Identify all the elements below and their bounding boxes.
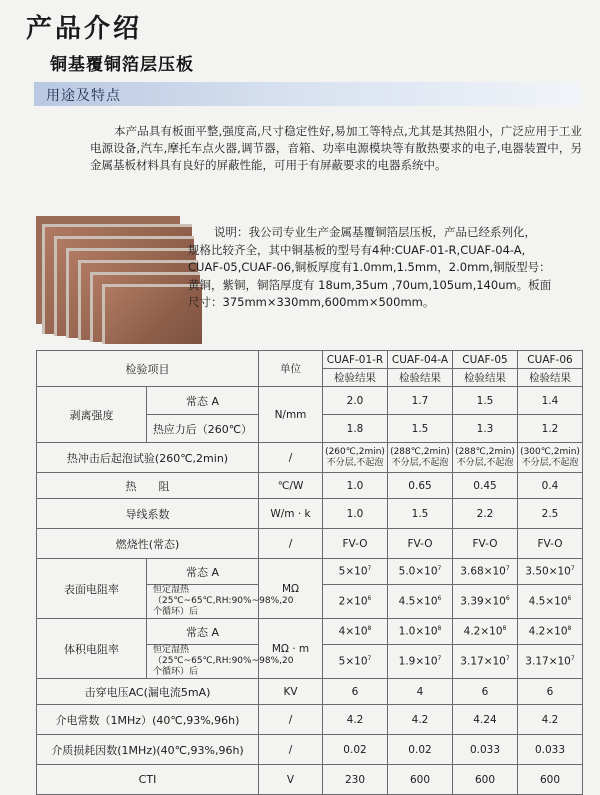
value-cell: 6 [453, 679, 518, 705]
table-row [37, 529, 583, 559]
table-row [37, 443, 583, 473]
row-condition: 常态 A [147, 619, 259, 645]
desc-line: 尺寸：375mm×330mm,600mm×500mm。 [188, 295, 435, 309]
value-cell: 4 [388, 679, 453, 705]
value-cell: $4.5\times 10^6$ [518, 585, 583, 619]
value-cell: $2\times 10^6$ [323, 585, 388, 619]
value-cell: 4.2 [388, 705, 453, 735]
value-cell: $4.2\times 10^8$ [453, 619, 518, 645]
row-label: 热 阻 [37, 473, 259, 499]
row-label: 燃烧性(常态) [37, 529, 259, 559]
value-cell: 0.02 [323, 735, 388, 765]
section-title: 用途及特点 [46, 88, 121, 104]
header-result: 检验结果 [323, 369, 388, 387]
value-cell: $1.0\times 10^8$ [388, 619, 453, 645]
product-name: 铜基覆铜箔层压板 [50, 55, 194, 75]
row-condition: 常态 A [147, 387, 259, 415]
row-condition: 热应力后（260℃） [147, 415, 259, 443]
row-condition: 恒定湿热（25℃~65℃,RH:90%~98%,20个循环）后 [147, 585, 259, 619]
table-row [37, 735, 583, 765]
header-model: CUAF-01-R [323, 351, 388, 369]
intro-paragraph: 本产品具有板面平整,强度高,尺寸稳定性好,易加工等特点,尤其是其热阻小，广泛应用于工业电源设备,汽车,摩托车点火器,调节器，音箱、功率电源模块等有散热要求的电子,电器装置中，另金属基板材料具有良好的屏蔽性能，可用于有屏蔽要求的电器系统中。 [90, 124, 582, 172]
value-cell: FV-O [453, 529, 518, 559]
header-item: 检验项目 [37, 351, 259, 387]
value-cell: (300℃,2min) 不分层,不起泡 [518, 443, 583, 473]
row-label: 介质损耗因数(1MHz)(40℃,93%,96h) [37, 735, 259, 765]
value-cell: $4\times 10^8$ [323, 619, 388, 645]
value-cell: FV-O [518, 529, 583, 559]
value-cell: FV-O [323, 529, 388, 559]
value-cell: 1.4 [518, 387, 583, 415]
spec-table [36, 350, 583, 795]
value-cell: $1.9\times 10^7$ [388, 645, 453, 679]
table-row [37, 387, 583, 415]
row-label: 介电常数（1MHz）(40℃,93%,96h) [37, 705, 259, 735]
value-cell: 600 [518, 765, 583, 795]
table-row [37, 473, 583, 499]
desc-line: 黄铜，紫铜，铜箔厚度有 18um,35um ,70um,105um,140um。板面 [188, 277, 552, 292]
row-unit: / [259, 529, 323, 559]
header-result: 检验结果 [453, 369, 518, 387]
value-cell: $5\times 10^7$ [323, 559, 388, 585]
row-unit: ℃/W [259, 473, 323, 499]
row-label: 剥离强度 [37, 387, 147, 443]
value-cell: 4.24 [453, 705, 518, 735]
row-label: 热冲击后起泡试验(260℃,2min) [37, 443, 259, 473]
value-cell: $3.68\times 10^7$ [453, 559, 518, 585]
value-cell: FV-O [388, 529, 453, 559]
value-cell: $5\times 10^7$ [323, 645, 388, 679]
value-cell: 0.033 [518, 735, 583, 765]
section-header [34, 82, 580, 106]
value-cell: 6 [323, 679, 388, 705]
value-cell: 4.2 [518, 705, 583, 735]
value-cell: 600 [388, 765, 453, 795]
row-label: 导线系数 [37, 499, 259, 529]
table-row [37, 705, 583, 735]
header-model: CUAF-06 [518, 351, 583, 369]
value-cell: 0.65 [388, 473, 453, 499]
value-cell: 230 [323, 765, 388, 795]
value-cell: 1.5 [388, 499, 453, 529]
header-model: CUAF-04-A [388, 351, 453, 369]
value-cell: 0.45 [453, 473, 518, 499]
desc-line: 规格比较齐全，其中铜基板的型号有4种:CUAF-01-R,CUAF-04-A, [188, 242, 526, 257]
header-unit: 单位 [259, 351, 323, 387]
row-unit: KV [259, 679, 323, 705]
value-cell: $4.5\times 10^6$ [388, 585, 453, 619]
row-unit: MΩ [259, 559, 323, 619]
row-unit: / [259, 735, 323, 765]
row-condition: 常态 A [147, 559, 259, 585]
row-unit: MΩ · m [259, 619, 323, 679]
table-row [37, 499, 583, 529]
desc-line: 说明：我公司专业生产金属基覆铜箔层压板，产品已经系列化， [214, 225, 536, 239]
value-cell: (260℃,2min) 不分层,不起泡 [323, 443, 388, 473]
value-cell: 1.5 [453, 387, 518, 415]
header-result: 检验结果 [388, 369, 453, 387]
value-cell: $5.0\times 10^7$ [388, 559, 453, 585]
row-unit: N/mm [259, 387, 323, 443]
row-label: 击穿电压AC(漏电流5mA) [37, 679, 259, 705]
value-cell: (288℃,2min) 不分层,不起泡 [453, 443, 518, 473]
value-cell: $3.17\times 10^7$ [518, 645, 583, 679]
value-cell: 6 [518, 679, 583, 705]
description [188, 224, 584, 312]
row-unit: / [259, 443, 323, 473]
value-cell: 1.8 [323, 415, 388, 443]
row-condition: 恒定湿热（25℃~65℃,RH:90%~98%,20个循环）后 [147, 645, 259, 679]
value-cell: $3.39\times 10^6$ [453, 585, 518, 619]
value-cell: 1.3 [453, 415, 518, 443]
desc-line: CUAF-05,CUAF-06,铜板厚度有1.0mm,1.5mm，2.0mm,铜版型号： [188, 260, 551, 274]
row-label: CTI [37, 765, 259, 795]
value-cell: 600 [453, 765, 518, 795]
value-cell: $3.50\times 10^7$ [518, 559, 583, 585]
value-cell: 1.7 [388, 387, 453, 415]
page-title: 产品介绍 [26, 14, 143, 44]
value-cell: 0.033 [453, 735, 518, 765]
row-label: 体积电阻率 [37, 619, 147, 679]
row-unit: V [259, 765, 323, 795]
value-cell: $4.2\times 10^8$ [518, 619, 583, 645]
table-row [37, 619, 583, 645]
value-cell: 2.0 [323, 387, 388, 415]
table-header-row [37, 351, 583, 369]
table-row [37, 679, 583, 705]
value-cell: 2.2 [453, 499, 518, 529]
header-result: 检验结果 [518, 369, 583, 387]
row-unit: / [259, 705, 323, 735]
table-row [37, 559, 583, 585]
value-cell: 0.4 [518, 473, 583, 499]
value-cell: 0.02 [388, 735, 453, 765]
value-cell: 1.5 [388, 415, 453, 443]
value-cell: 1.0 [323, 473, 388, 499]
table-row [37, 765, 583, 795]
copper-laminate-photo [36, 216, 180, 324]
value-cell: 4.2 [323, 705, 388, 735]
value-cell: 1.0 [323, 499, 388, 529]
row-unit: W/m · k [259, 499, 323, 529]
row-label: 表面电阻率 [37, 559, 147, 619]
value-cell: (288℃,2min) 不分层,不起泡 [388, 443, 453, 473]
value-cell: 2.5 [518, 499, 583, 529]
value-cell: 1.2 [518, 415, 583, 443]
value-cell: $3.17\times 10^7$ [453, 645, 518, 679]
header-model: CUAF-05 [453, 351, 518, 369]
